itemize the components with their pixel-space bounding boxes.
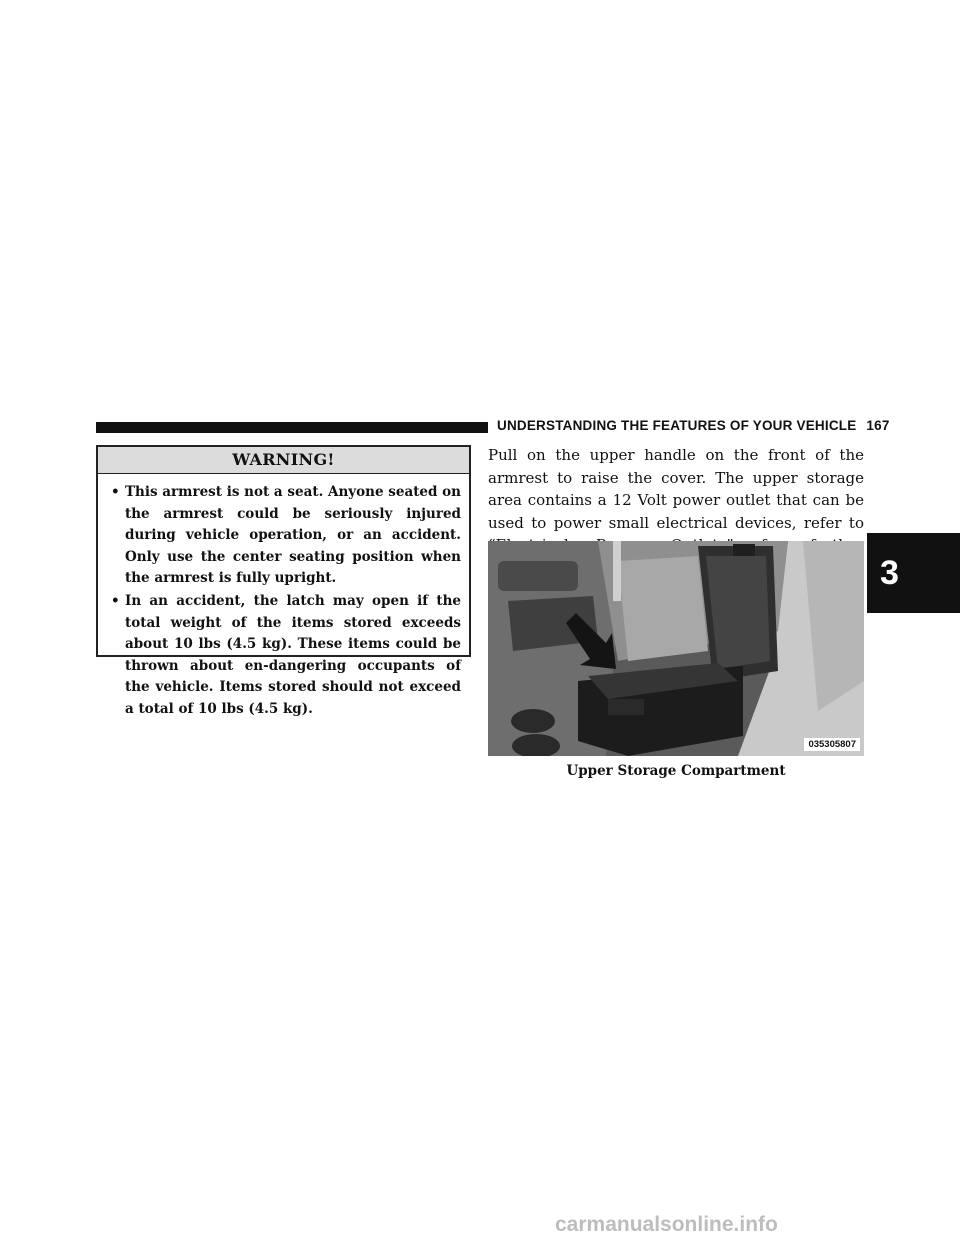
page-number: 167	[866, 418, 890, 433]
watermark-logo: carmanualsonline.info	[555, 1213, 778, 1236]
warning-item	[106, 591, 461, 721]
warning-item-text: This armrest is not a seat. Anyone seated on the armrest could be seriously injured during vehicle operation, or an accident. Only use the center seating position when the armrest is fully upright.	[125, 484, 461, 587]
warning-title: WARNING!	[98, 447, 469, 474]
body-paragraph: Pull on the upper handle on the front of the armrest to raise the cover. The upper storage area contains a 12 Volt power outlet that can be used to power small electrical devices, refer to	[488, 446, 864, 532]
console-illustration	[488, 541, 864, 756]
figure-code: 035305807	[804, 738, 860, 751]
warning-item-text: In an accident, the latch may open if the total weight of the items stored exceeds about 10 lbs (4.5 kg). These items could be thrown about en-dangering occupants of the vehicle. Items stored should not exceed a total of 10 lbs (4.5 kg).	[125, 592, 461, 717]
warning-item	[106, 482, 461, 590]
section-title: UNDERSTANDING THE FEATURES OF YOUR VEHICLE	[497, 418, 857, 433]
running-header	[497, 418, 890, 433]
warning-list	[98, 474, 469, 721]
storage-compartment-photo	[488, 541, 864, 756]
bullet-icon: •	[111, 484, 120, 500]
figure-caption: Upper Storage Compartment	[566, 763, 786, 779]
bullet-icon: •	[111, 592, 120, 609]
warning-box	[96, 445, 471, 717]
header-rule	[96, 422, 488, 433]
chapter-tab: 3	[867, 533, 960, 613]
